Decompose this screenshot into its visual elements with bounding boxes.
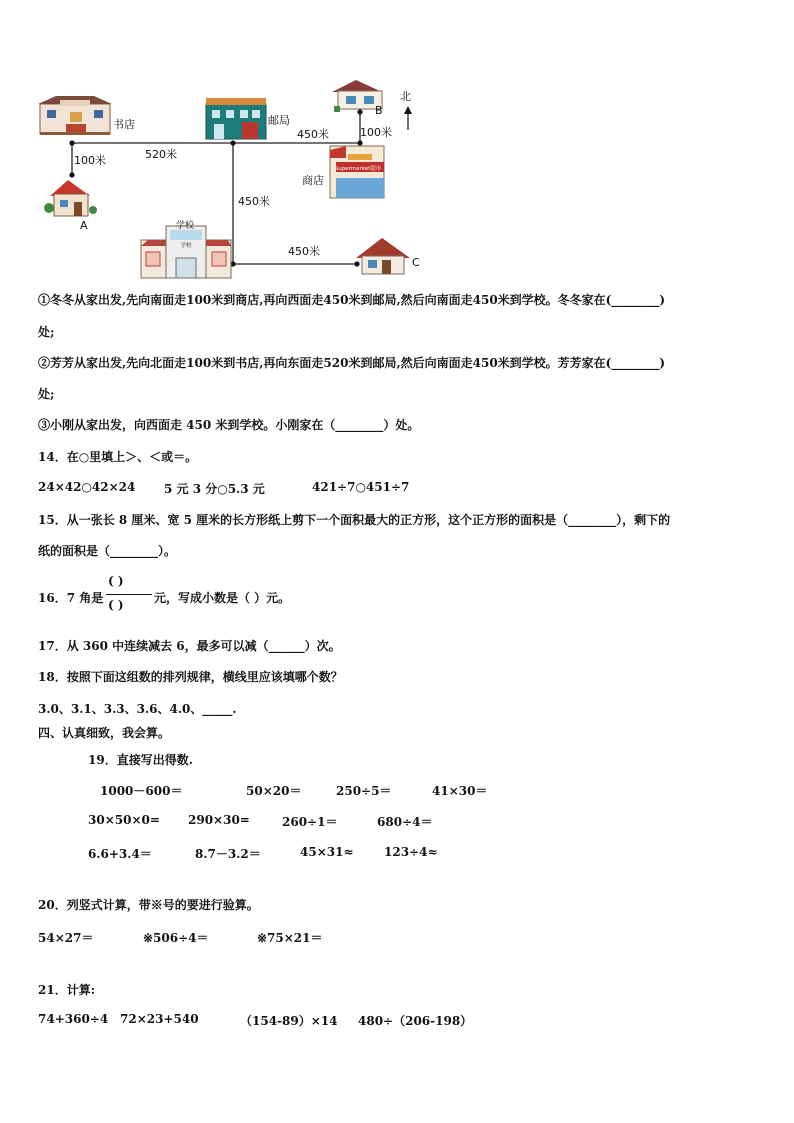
q13-line1-end: 处; <box>38 325 55 339</box>
q19-item: 6.6+3.4＝ <box>88 847 152 861</box>
q21-item: 72×23+540 <box>120 1012 199 1026</box>
q14-item: 24×42○42×24 <box>38 480 136 494</box>
distance-post-school: 450米 <box>238 195 270 208</box>
q19-item: 45×31≈ <box>300 845 354 859</box>
label-school: 学校 <box>176 221 195 231</box>
q18-sequence: 3.0、3.1、3.3、3.6、4.0、_____. <box>38 702 237 716</box>
q21-item: （154-89）×14 <box>240 1014 338 1028</box>
q13-line2-end: 处; <box>38 387 55 401</box>
q15-line1: 15．从一张长 8 厘米、宽 5 厘米的长方形纸上剪下一个面积最大的正方形，这个正方形的面积是（________），剩下的 <box>38 513 671 527</box>
q19-title: 19．直接写出得数. <box>88 753 193 767</box>
q16-fraction <box>106 574 152 618</box>
label-shop: 商店 <box>302 174 324 187</box>
house-a-icon <box>44 180 97 216</box>
distance-school-c: 450米 <box>288 245 320 258</box>
q21-title: 21．计算: <box>38 983 96 997</box>
q20-item: ※75×21＝ <box>257 931 323 945</box>
q16-numerator: ( ) <box>108 574 124 588</box>
q14-title: 14．在○里填上＞、＜或＝。 <box>38 450 198 464</box>
q20-title: 20．列竖式计算，带※号的要进行验算。 <box>38 898 259 912</box>
distance-b-shop: 100米 <box>360 126 392 139</box>
q19-item: 30×50×0= <box>88 813 160 827</box>
q19-item: 1000－600＝ <box>100 784 183 798</box>
label-a: A <box>80 219 88 232</box>
q19-item: 260÷1＝ <box>282 815 338 829</box>
q13-line2: ②芳芳从家出发,先向北面走100米到书店,再向东面走520米到邮局,然后向南面走450米到学校。芳芳家在(________) <box>38 356 666 370</box>
q18-title: 18．按照下面这组数的排列规律，横线里应该填哪个数？ <box>38 670 343 684</box>
school-door-sign: 学校 <box>180 243 192 249</box>
q19-item: 8.7－3.2＝ <box>195 847 261 861</box>
distance-post-b: 450米 <box>297 128 329 141</box>
q17-text: 17．从 360 中连续减去 6，最多可以减（______）次。 <box>38 639 341 653</box>
distance-bookstore-post: 520米 <box>145 148 177 161</box>
q16-prefix: 16．7 角是 <box>38 591 104 605</box>
label-post-office: 邮局 <box>268 114 290 127</box>
q19-item: 250÷5＝ <box>336 784 392 798</box>
q16-suffix: 元，写成小数是（ ）元。 <box>154 591 291 605</box>
house-c-icon <box>356 238 410 274</box>
q20-item: ※506÷4＝ <box>143 931 209 945</box>
q19-item: 680÷4＝ <box>377 815 433 829</box>
bookstore-building-icon <box>38 96 112 135</box>
q19-item: 50×20＝ <box>246 784 302 798</box>
q16-denominator: ( ) <box>108 598 124 612</box>
q19-item: 290×30= <box>188 813 250 827</box>
q14-item: 421÷7○451÷7 <box>312 480 410 494</box>
q19-item: 123÷4≈ <box>384 845 438 859</box>
north-arrow-icon <box>404 106 412 130</box>
map-diagram <box>0 0 794 290</box>
q19-item: 41×30＝ <box>432 784 488 798</box>
label-north: 北 <box>400 90 411 103</box>
shop-building-icon <box>330 146 384 198</box>
q20-item: 54×27＝ <box>38 931 94 945</box>
shop-sign: Supermarket超市 <box>334 166 382 172</box>
q21-item: 74+360÷4 <box>38 1012 109 1026</box>
school-building-icon <box>141 226 231 278</box>
label-bookstore: 书店 <box>113 118 135 131</box>
q21-item: 480÷（206-198） <box>358 1014 473 1028</box>
q13-line3: ③小刚从家出发，向西面走 450 米到学校。小刚家在（________）处。 <box>38 418 420 432</box>
post-office-building-icon <box>206 98 266 139</box>
q13-line1: ①冬冬从家出发,先向南面走100米到商店,再向西面走450米到邮局,然后向南面走450米到学校。冬冬家在(________) <box>38 293 666 307</box>
label-b: B <box>375 104 383 117</box>
label-c: C <box>412 256 420 269</box>
distance-bookstore-a: 100米 <box>74 154 106 167</box>
section-4-title: 四、认真细致，我会算。 <box>38 726 171 740</box>
q14-item: 5 元 3 分○5.3 元 <box>164 482 265 496</box>
q15-line2: 纸的面积是（________）。 <box>38 544 177 558</box>
